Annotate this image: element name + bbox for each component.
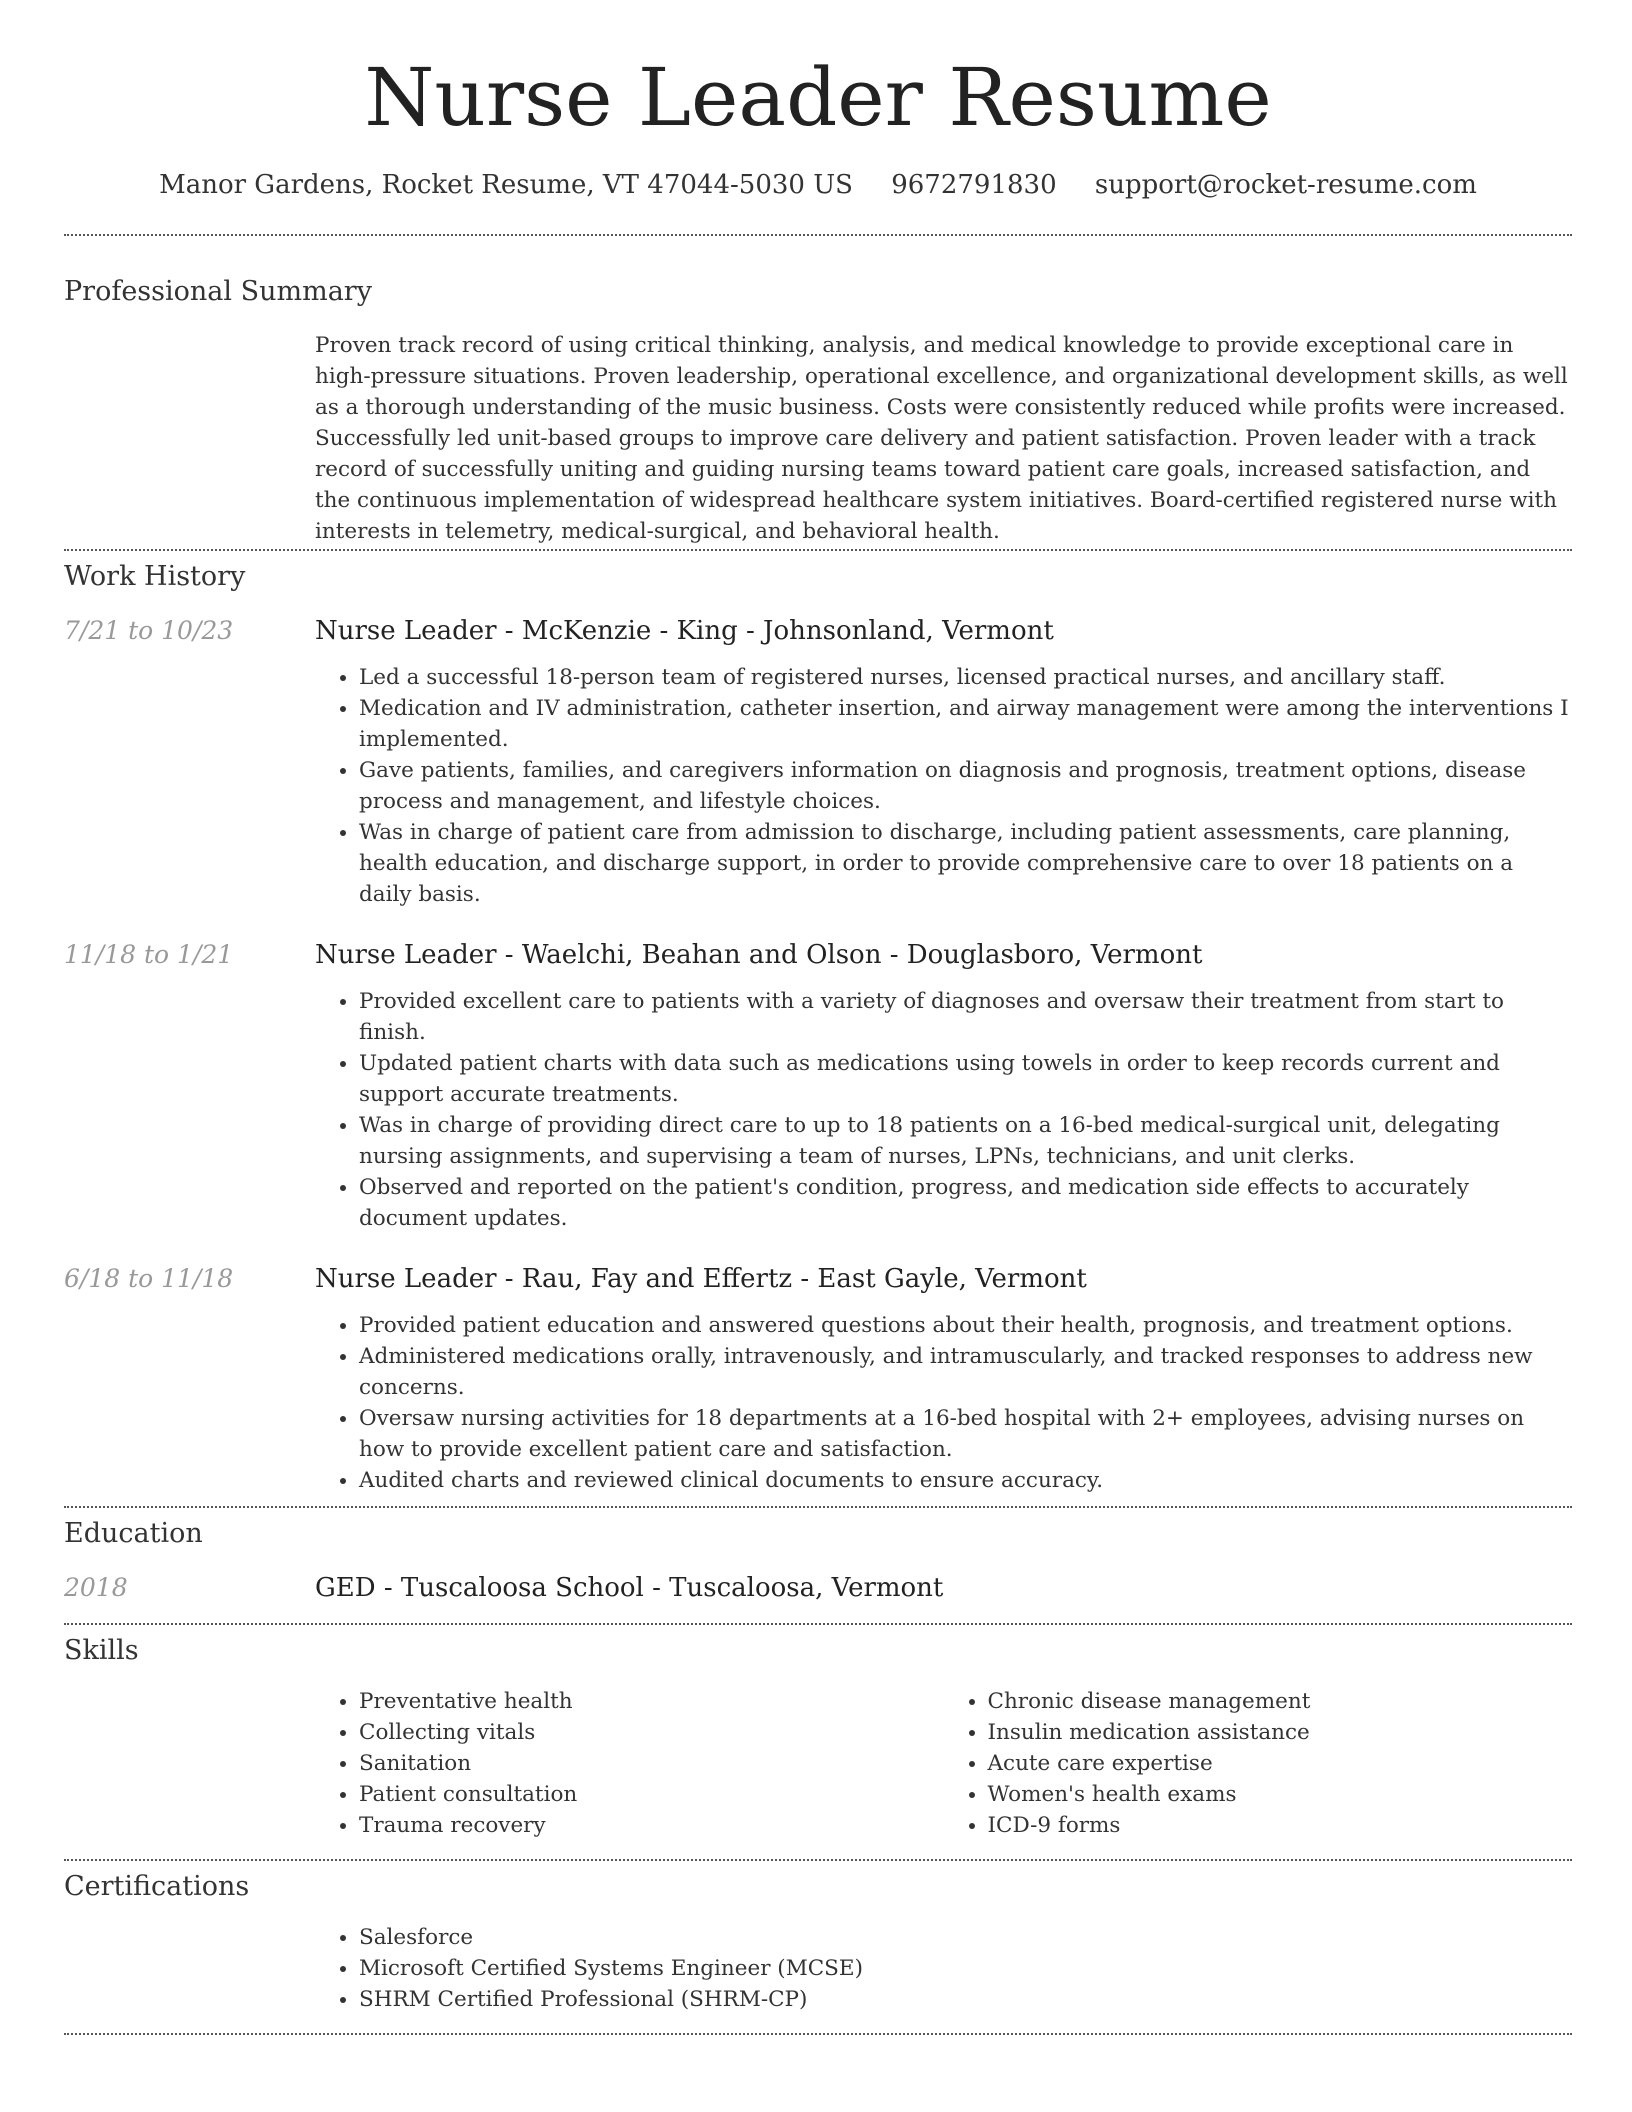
education-degree: GED - Tuscaloosa School - Tuscaloosa, Vermont — [315, 1573, 944, 1603]
list-item: • Chronic disease management — [988, 1686, 1573, 1717]
list-item: • Provided excellent care to patients with a variety of diagnoses and oversaw their treatment from start to finish. — [359, 986, 1572, 1048]
divider — [64, 549, 1572, 551]
job-dates: 6/18 to 11/18 — [64, 1264, 234, 1293]
divider — [64, 1623, 1572, 1625]
job-dates: 7/21 to 10/23 — [64, 616, 234, 645]
list-item: • SHRM Certified Professional (SHRM-CP) — [359, 1984, 1572, 2015]
list-item: • Women's health exams — [988, 1779, 1573, 1810]
resume-page — [64, 0, 1572, 2035]
list-item: • Was in charge of patient care from admission to discharge, including patient assessments, care planning, health education, and discharge support, in order to provide comprehensive care to over 18 patients on a daily basis. — [359, 817, 1572, 910]
section-title-work: Work History — [64, 561, 246, 592]
work-section — [64, 561, 1572, 1496]
job-entry — [64, 940, 1572, 1234]
list-item: • Led a successful 18-person team of registered nurses, licensed practical nurses, and ancillary staff. — [359, 662, 1572, 693]
resume-title: Nurse Leader Resume — [364, 51, 1272, 144]
list-item: • Administered medications orally, intravenously, and intramuscularly, and tracked responses to address new concerns. — [359, 1341, 1572, 1403]
skills-list-right — [944, 1686, 1573, 1841]
list-item: • Preventative health — [359, 1686, 944, 1717]
list-item: • Updated patient charts with data such as medications using towels in order to keep records current and support accurate treatments. — [359, 1048, 1572, 1110]
divider — [64, 1859, 1572, 1861]
section-title-certifications: Certifications — [64, 1871, 250, 1902]
divider — [64, 2033, 1572, 2035]
job-title: Nurse Leader - Rau, Fay and Effertz - East Gayle, Vermont — [315, 1264, 1087, 1294]
list-item: • Patient consultation — [359, 1779, 944, 1810]
email: support@rocket-resume.com — [1094, 170, 1477, 200]
summary-section — [64, 276, 1572, 547]
address: Manor Gardens, Rocket Resume, VT 47044-5030 US — [159, 170, 853, 200]
contact-line — [64, 170, 1572, 200]
list-item: • Sanitation — [359, 1748, 944, 1779]
job-bullets — [315, 986, 1572, 1234]
summary-text: Proven track record of using critical thinking, analysis, and medical knowledge to provide exceptional care in high-pressure situations. Proven leadership, operational excellence, and organizational development skills, as well as a thorough understanding of the music business. Costs were consistently reduced while profits were increased. Successfully led unit-based groups to improve care delivery and patient satisfaction. Proven leader with a track record of successfully uniting and guiding nursing teams toward patient care goals, increased satisfaction, and the continuous implementation of widespread healthcare system initiatives. Board-certified registered nurse with interests in telemetry, medical-surgical, and behavioral health. — [315, 333, 1568, 544]
list-item: • Trauma recovery — [359, 1810, 944, 1841]
job-entry — [64, 616, 1572, 910]
list-item: • ICD-9 forms — [988, 1810, 1573, 1841]
job-dates: 11/18 to 1/21 — [64, 940, 234, 969]
job-entry — [64, 1264, 1572, 1496]
list-item: • Was in charge of providing direct care to up to 18 patients on a 16-bed medical-surgical unit, delegating nursing assignments, and supervising a team of nurses, LPNs, technicians, and unit clerks. — [359, 1110, 1572, 1172]
job-bullets — [315, 1310, 1572, 1496]
list-item: • Observed and reported on the patient's condition, progress, and medication side effects to accurately document updates. — [359, 1172, 1572, 1234]
list-item: • Salesforce — [359, 1922, 1572, 1953]
certifications-list — [315, 1922, 1572, 2015]
section-title-summary: Professional Summary — [64, 276, 372, 307]
list-item: • Medication and IV administration, catheter insertion, and airway management were among the interventions I implemented. — [359, 693, 1572, 755]
certifications-section — [64, 1871, 1572, 2015]
list-item: • Gave patients, families, and caregivers information on diagnosis and prognosis, treatment options, disease process and management, and lifestyle choices. — [359, 755, 1572, 817]
section-title-education: Education — [64, 1518, 203, 1549]
skills-list-left — [315, 1686, 944, 1841]
list-item: • Acute care expertise — [988, 1748, 1573, 1779]
divider — [64, 1506, 1572, 1508]
list-item: • Oversaw nursing activities for 18 departments at a 16-bed hospital with 2+ employees, advising nurses on how to provide excellent patient care and satisfaction. — [359, 1403, 1572, 1465]
skills-section — [64, 1635, 1572, 1841]
list-item: • Collecting vitals — [359, 1717, 944, 1748]
job-title: Nurse Leader - Waelchi, Beahan and Olson - Douglasboro, Vermont — [315, 940, 1203, 970]
list-item: • Insulin medication assistance — [988, 1717, 1573, 1748]
job-bullets — [315, 662, 1572, 910]
list-item: • Provided patient education and answered questions about their health, prognosis, and treatment options. — [359, 1310, 1572, 1341]
list-item: • Microsoft Certified Systems Engineer (MCSE) — [359, 1953, 1572, 1984]
phone: 9672791830 — [891, 170, 1057, 200]
divider — [64, 234, 1572, 236]
job-title: Nurse Leader - McKenzie - King - Johnsonland, Vermont — [315, 616, 1054, 646]
education-section — [64, 1518, 1572, 1603]
section-title-skills: Skills — [64, 1635, 139, 1666]
list-item: • Audited charts and reviewed clinical documents to ensure accuracy. — [359, 1465, 1572, 1496]
education-year: 2018 — [64, 1573, 128, 1602]
